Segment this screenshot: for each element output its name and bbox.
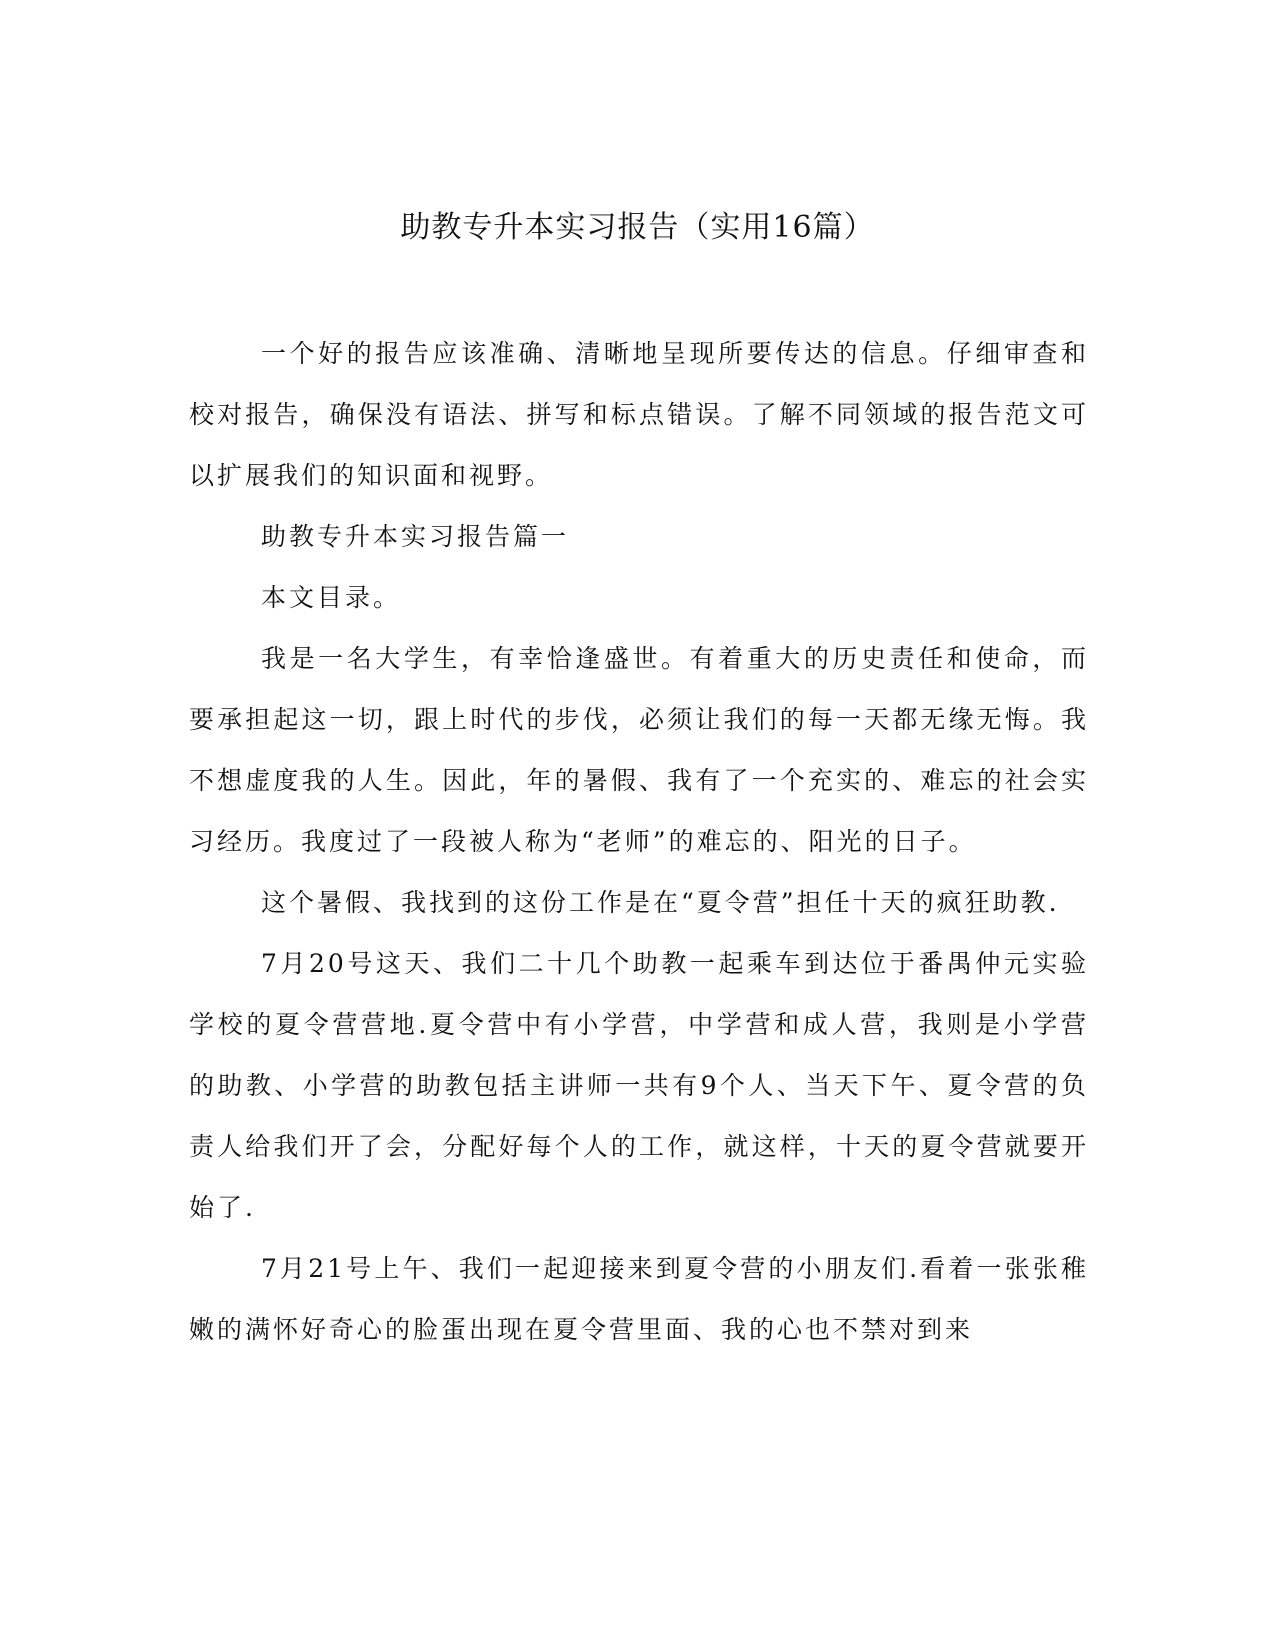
body-paragraph: 我是一名大学生，有幸恰逢盛世。有着重大的历史责任和使命，而要承担起这一切，跟上时代的步伐，必须让我们的每一天都无缘无悔。我不想虚度我的人生。因此，年的暑假、我有了一个充实的、难忘的社会实习经历。我度过了一段被人称为“老师”的难忘的、阳光的日子。 [189,644,1089,856]
document-title: 助教专升本实习报告（实用16篇） [400,210,875,245]
section-heading: 助教专升本实习报告篇一 [261,522,570,551]
body-paragraph: 7月21号上午、我们一起迎接来到夏令营的小朋友们.看着一张张稚嫩的满怀好奇心的脸蛋出现在夏令营里面、我的心也不禁对到来 [189,1254,1089,1344]
body-paragraph: 7月20号这天、我们二十几个助教一起乘车到达位于番禺仲元实验学校的夏令营营地.夏令营中有小学营，中学营和成人营，我则是小学营的助教、小学营的助教包括主讲师一共有9个人、当天下午、夏令营的负责人给我们开了会，分配好每个人的工作，就这样，十天的夏令营就要开始了. [189,949,1089,1222]
table-of-contents-label: 本文目录。 [261,583,402,612]
body-paragraph: 这个暑假、我找到的这份工作是在“夏令营”担任十天的疯狂助教. [261,888,1060,917]
intro-paragraph: 一个好的报告应该准确、清晰地呈现所要传达的信息。仔细审查和校对报告，确保没有语法、拼写和标点错误。了解不同领域的报告范文可以扩展我们的知识面和视野。 [189,339,1089,490]
document-body [189,323,1089,1360]
